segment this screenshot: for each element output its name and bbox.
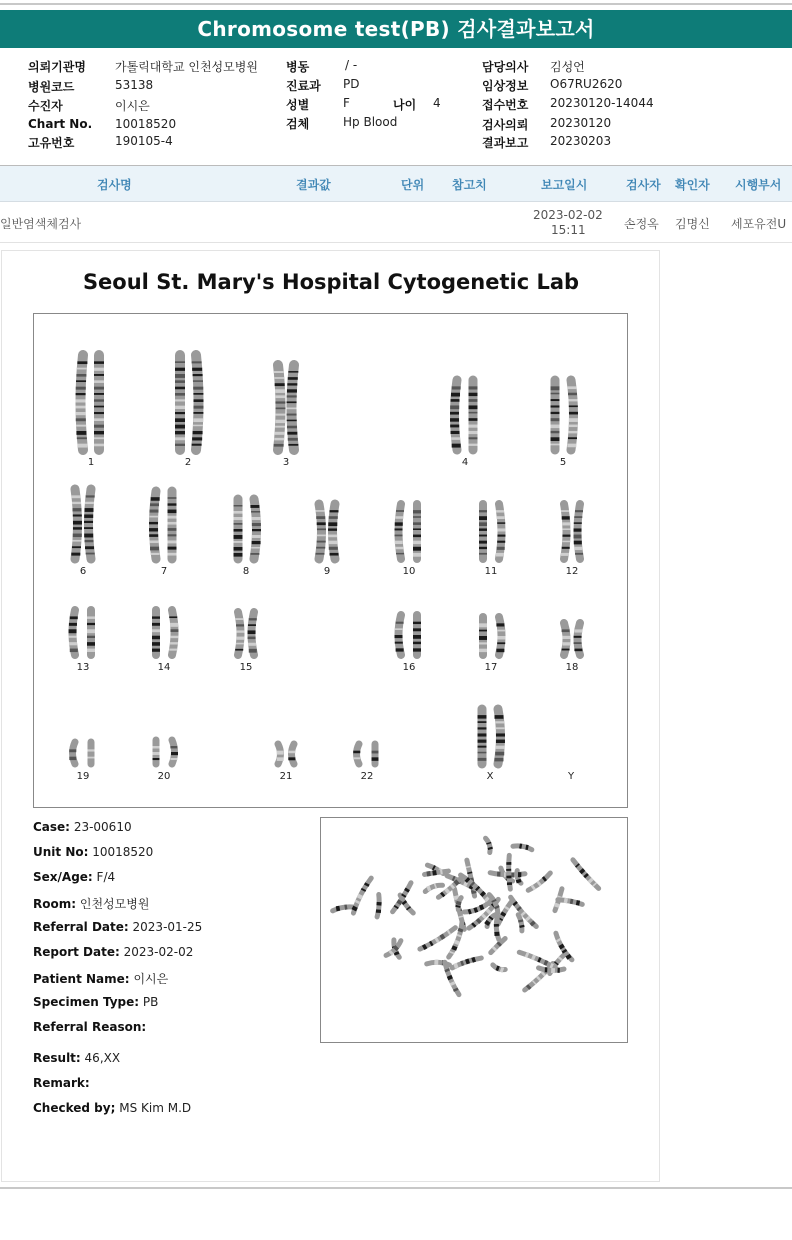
header-result: 결과값: [296, 178, 331, 192]
chromosome-label: 5: [559, 457, 567, 468]
chromosome-label: 7: [160, 566, 168, 577]
sex-value: F: [343, 96, 350, 110]
ward-label: 병동: [286, 60, 310, 74]
chromosome-label: 2: [184, 457, 192, 468]
specimen-type-value: PB: [142, 995, 159, 1009]
row-report-date: 2023-02-02: [533, 208, 603, 222]
chromosome-label: 11: [484, 566, 498, 577]
doctor-value: 김성언: [550, 60, 585, 74]
header-confirmer: 확인자: [675, 178, 710, 192]
chromosome-label: 18: [565, 662, 579, 673]
chromosome-label: 12: [565, 566, 579, 577]
patient-label: 수진자: [28, 99, 63, 113]
page-title: Chromosome test(PB) 검사결과보고서: [0, 10, 792, 48]
header-dept: 시행부서: [735, 178, 782, 192]
chromosome-label: 3: [282, 457, 290, 468]
referral-reason-line: Referral Reason:: [33, 1020, 147, 1034]
chart-value: 10018520: [115, 117, 177, 131]
chromosome-label: 4: [461, 457, 469, 468]
age-value: 4: [433, 96, 441, 110]
sexage-line: Sex/Age: F/4: [33, 870, 116, 884]
row-dept: 세포유전U: [731, 217, 787, 231]
specimen-value: Hp Blood: [343, 115, 398, 129]
chromosome-label: 14: [157, 662, 171, 673]
header-report-date: 보고일시: [541, 178, 588, 192]
checked-line: Checked by; MS Kim M.D: [33, 1101, 192, 1115]
age-label: 나이: [393, 98, 417, 112]
bottom-rule: [0, 1187, 792, 1189]
report-date-line: Report Date: 2023-02-02: [33, 945, 194, 959]
report-date-value: 2023-02-02: [123, 945, 194, 959]
dept-value: PD: [343, 77, 360, 91]
metaphase-image: [321, 818, 627, 1042]
room-value: 인천성모병원: [79, 897, 150, 911]
referral-date-line: Referral Date: 2023-01-25: [33, 920, 203, 934]
remark-line: Remark:: [33, 1076, 90, 1090]
patient-value: 이시은: [115, 99, 150, 113]
chromosome-label: 9: [323, 566, 331, 577]
chromosome-label: 16: [402, 662, 416, 673]
chromosome-label: 1: [87, 457, 95, 468]
chromosome-label: 6: [79, 566, 87, 577]
patient-name-value: 이시은: [133, 972, 169, 986]
chromosome-label: 8: [242, 566, 250, 577]
ward-value: / -: [345, 58, 358, 72]
patient-info-panel: [0, 55, 792, 155]
result-line: Result: 46,XX: [33, 1051, 121, 1065]
report-title: Seoul St. Mary's Hospital Cytogenetic Lab: [82, 270, 580, 294]
unit-line: Unit No: 10018520: [33, 845, 154, 859]
clinical-value: O67RU2620: [550, 77, 623, 91]
case-line: Case: 23-00610: [33, 820, 132, 834]
hospital-code-value: 53138: [115, 78, 154, 92]
case-value: 23-00610: [73, 820, 132, 834]
specimen-label: 검체: [286, 117, 310, 131]
results-table-header: [0, 166, 792, 202]
patient-name-line: Patient Name: 이시은: [33, 972, 169, 986]
receipt-label: 접수번호: [482, 98, 529, 112]
row-confirmer: 김명신: [675, 217, 710, 231]
chromosome-label: 19: [76, 771, 90, 782]
chromosome-label: 21: [279, 771, 293, 782]
unique-label: 고유번호: [28, 136, 75, 150]
specimen-type-line: Specimen Type: PB: [33, 995, 159, 1009]
institution-value: 가톨릭대학교 인천성모병원: [115, 60, 258, 74]
top-rule: [0, 3, 792, 5]
header-tester: 검사자: [626, 178, 661, 192]
doctor-label: 담당의사: [482, 60, 529, 74]
room-line: Room: 인천성모병원: [33, 897, 150, 911]
report-value: 20230203: [550, 134, 612, 148]
chromosome-label: 10: [402, 566, 416, 577]
request-label: 검사의뢰: [482, 118, 529, 132]
unit-value: 10018520: [92, 845, 154, 859]
karyogram: [33, 313, 628, 808]
referral-date-value: 2023-01-25: [132, 920, 203, 934]
chromosome-label: 20: [157, 771, 171, 782]
request-value: 20230120: [550, 116, 612, 130]
chromosome-label: 22: [360, 771, 374, 782]
metaphase-spread: [320, 817, 628, 1043]
clinical-label: 임상정보: [482, 79, 529, 93]
chromosome-label: 17: [484, 662, 498, 673]
sexage-value: F/4: [96, 870, 116, 884]
karyogram-image: [34, 314, 627, 807]
hospital-code-label: 병원코드: [28, 80, 75, 94]
row-test-name: 일반염색체검사: [0, 217, 82, 231]
header-test-name: 검사명: [97, 178, 132, 192]
institution-label: 의뢰기관명: [28, 60, 86, 74]
chromosome-label: X: [486, 771, 494, 782]
checked-value: MS Kim M.D: [119, 1101, 192, 1115]
report-label: 결과보고: [482, 136, 529, 150]
row-report-time: 15:11: [551, 223, 586, 237]
header-unit: 단위: [401, 178, 425, 192]
chromosome-label: 15: [239, 662, 253, 673]
receipt-value: 20230120-14044: [550, 96, 654, 110]
chart-label: Chart No.: [28, 117, 93, 131]
chromosome-label: Y: [567, 771, 575, 782]
table-row[interactable]: [0, 203, 792, 243]
chromosome-label: 13: [76, 662, 90, 673]
header-reference: 참고치: [452, 178, 487, 192]
sex-label: 성별: [286, 98, 310, 112]
dept-label: 진료과: [286, 79, 321, 93]
result-value: 46,XX: [84, 1051, 121, 1065]
unique-value: 190105-4: [115, 134, 173, 148]
row-tester: 손정옥: [624, 217, 659, 231]
